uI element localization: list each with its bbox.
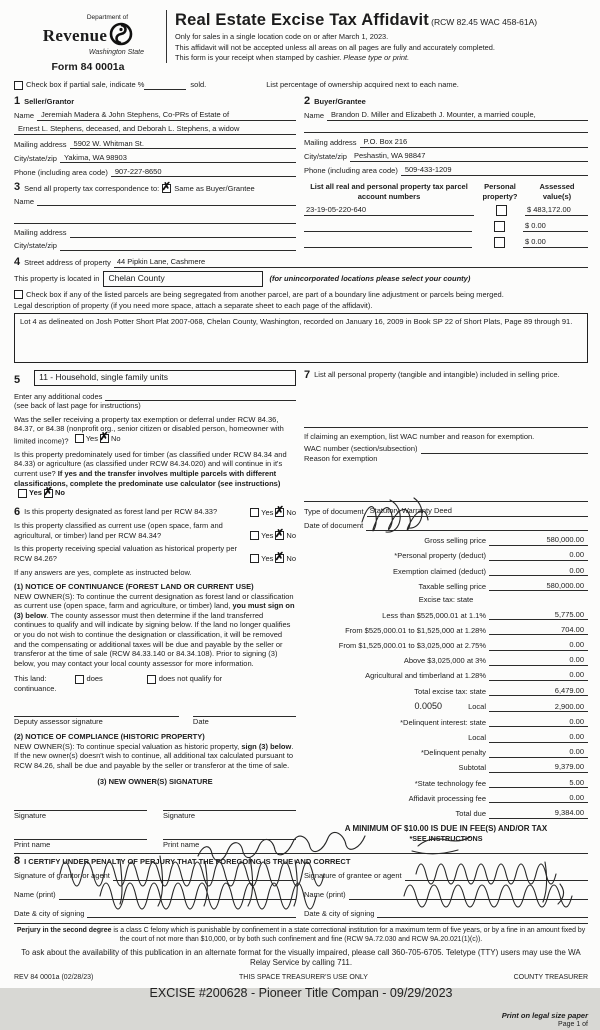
- exemption-no-checkbox[interactable]: ✗: [99, 431, 109, 444]
- new-owner-signature-field-1[interactable]: [14, 800, 147, 811]
- segregated-checkbox[interactable]: [14, 290, 23, 299]
- type-of-document-label: Type of document: [304, 507, 364, 517]
- grantee-name-print-field[interactable]: [349, 899, 588, 900]
- new-owner-signature-field-2[interactable]: [163, 800, 296, 811]
- new-owner-signature-title: (3) NEW OWNER(S) SIGNATURE: [97, 776, 213, 786]
- grantee-signature-label: Signature of grantee or agent: [304, 871, 402, 881]
- state-technology-fee-field[interactable]: 5.00: [489, 778, 588, 789]
- land-use-code-select[interactable]: 11 - Household, single family units: [34, 370, 296, 386]
- tier4-tax-field[interactable]: 0.00: [489, 655, 588, 666]
- section-6-number: 6: [14, 506, 21, 519]
- type-of-document-field[interactable]: Statutory Warranty Deed: [367, 506, 588, 517]
- personal-property-list-field[interactable]: [304, 381, 588, 415]
- grantee-date-city-field[interactable]: [377, 917, 588, 918]
- corr-city-label: City/state/zip: [14, 241, 57, 251]
- continuance-label: continuance.: [14, 684, 57, 694]
- additional-codes-label: Enter any additional codes: [14, 391, 103, 401]
- tier3-tax-field[interactable]: 0.00: [489, 640, 588, 651]
- wac-number-field[interactable]: [421, 453, 588, 454]
- section-2-buyer: [304, 96, 588, 177]
- assessed-value-col-header: Assessed value(s): [539, 182, 575, 201]
- parcel-table: [304, 182, 588, 250]
- reason-line[interactable]: [304, 491, 588, 502]
- personal-property-col-header: Personal property?: [482, 182, 518, 201]
- corr-name-field-2[interactable]: [14, 215, 296, 224]
- grantee-signature-field[interactable]: [405, 880, 588, 881]
- assessed-value-field-2[interactable]: $ 0.00: [523, 221, 588, 232]
- timber-no-checkbox[interactable]: ✗: [43, 485, 53, 498]
- parcel-number-field-3[interactable]: [304, 247, 472, 248]
- grantor-signature-field[interactable]: [113, 880, 296, 881]
- notice-continuance-body: NEW OWNER(S): To continue the current designation as forest land or classification as current use (open space, farm and agriculture, or timber) land, you must sign on (3) below. The county assessor must then determine if the land transferred continues to qualify and will indicate by signing below. If the land no longer qualifies or you do not wish to continue the designation or classification, it will be removed and the compensating or additional taxes will be due and payable by the seller or transferor at the time of sale (RCW 84.33.140 or 84.34.108). Prior to signing (3) below, you may contact your local county assessor for more information.: [14, 591, 295, 668]
- print-name-label: Print name: [14, 839, 51, 849]
- notice-continuance-title: (1) NOTICE OF CONTINUANCE (FOREST LAND OR CURRENT USE): [14, 582, 254, 592]
- ownership-percent-note: List percentage of ownership acquired next to each name.: [266, 80, 459, 90]
- tax-line-label: Gross selling price: [424, 536, 486, 546]
- print-legal-note: Print on legal size paper: [501, 1011, 588, 1021]
- land-qualify-row: This land: does does not qualify for: [14, 674, 223, 684]
- buyer-mailing-field[interactable]: P.O. Box 216: [360, 137, 588, 148]
- form-header: [14, 10, 588, 74]
- section-3-label: Send all property tax correspondence to:: [24, 183, 160, 193]
- taxable-selling-price-field[interactable]: 580,000.00: [489, 581, 588, 592]
- legal-description-field[interactable]: Lot 4 as delineated on Josh Potter Short Plat 2007-068, Chelan County, Washington, recorded on January 16, 2009 in Book SP 22 of Short Plats, Page 89 through 91.: [14, 313, 588, 363]
- excise-stamp: EXCISE #200628 - Pioneer Title Compan - 09/29/2023: [149, 986, 453, 1001]
- parcel-row: [304, 237, 588, 248]
- grantor-date-city-label: Date & city of signing: [14, 908, 85, 918]
- affidavit-processing-fee-field[interactable]: 0.00: [489, 793, 588, 804]
- partial-sale-suffix: sold.: [190, 80, 207, 90]
- deputy-assessor-label: Deputy assessor signature: [14, 716, 103, 726]
- notice-compliance-body: NEW OWNER(S): To continue special valuation as historic property, sign (3) below. If the new owner(s) doesn't wish to continue, all additional tax calculated pursuant to RCW 84.26, shall be due and payable by the seller or transferor at the time of sale.: [14, 741, 294, 770]
- perjury-notice: Perjury in the second degree is a class C felony which is punishable by confinement in a state correctional institution for a maximum term of five years, or by a fine in an amount fixed by the court of not more than $10,000, or by both such confinement and fine (RCW 9A.72.030 and RCW 9A.20.021(1)(c)).: [14, 923, 588, 945]
- form-title-rcw: (RCW 82.45 WAC 458-61A): [431, 17, 538, 27]
- gross-selling-price-field[interactable]: 580,000.00: [489, 535, 588, 546]
- does-not-qualify-checkbox[interactable]: [147, 675, 156, 684]
- total-due-field[interactable]: 9,384.00: [489, 808, 588, 819]
- header-note-3: This form is your receipt when stamped by cashier. Please type or print.: [175, 53, 410, 63]
- ag-timberland-tax-field[interactable]: 0.00: [489, 670, 588, 681]
- section-5-number: 5: [14, 373, 21, 386]
- located-in-label: This property is located in: [14, 273, 100, 283]
- personal-property-deduct-field[interactable]: 0.00: [489, 550, 588, 561]
- form-title: Real Estate Excise Tax Affidavit: [175, 11, 430, 29]
- buyer-city-label: City/state/zip: [304, 152, 347, 162]
- seller-phone-field[interactable]: 907-227-8650: [111, 167, 296, 178]
- washington-state-label: Washington State: [88, 48, 144, 56]
- historic-question: Is this property receiving special valuation as historical property per RCW 84.26?: [14, 544, 238, 563]
- notice-compliance-title: (2) NOTICE OF COMPLIANCE (HISTORIC PROPERTY): [14, 732, 205, 742]
- personal-property-line[interactable]: [304, 417, 588, 428]
- same-as-buyer-checkbox[interactable]: ✗: [161, 181, 171, 194]
- page-number: Page 1 of: [558, 1020, 588, 1028]
- county-note: (for unincorporated locations please select your county): [269, 273, 471, 283]
- header-note-1: Only for sales in a single location code on or after March 1, 2023.: [175, 32, 389, 42]
- dor-swirl-icon: [109, 22, 133, 49]
- excise-tax-state-header: Excise tax: state: [418, 595, 474, 605]
- minimum-due-note: A MINIMUM OF $10.00 IS DUE IN FEE(S) AND/OR TAX: [344, 823, 548, 833]
- section-3-correspondence: [14, 182, 304, 250]
- parcel-number-field-2[interactable]: [304, 231, 472, 232]
- seller-city-field[interactable]: Yakima, WA 98903: [60, 153, 296, 164]
- section-7: [304, 370, 588, 381]
- section-3-number: 3: [14, 181, 21, 194]
- reet-affidavit-form: Department of Revenue Washington State Form 84 0001a Real Estate Excise Tax Affidavit (RCW 82.45 WAC 458-61A) Only for sales in a single location code on or after March 1, 2023. This affidavit will not be accepted unless all areas on all pages are fully and accurately completed. This form is your receipt when stamped by cashier. Please type or print. Check box if partial sale, indicate % sold. List percentage of ownership acquired next to each name. 1 Seller/Grantor Name Jeremiah Madera & John Stephens, Co-PRs of Estate of Ernest L. Stephens, deceased, and Deborah L. Stephens, a widow Mailing address 5902 W. Whitman St. City/state/zip Yakima, WA 98903 Phone (including area code) 907-227-8650 2 Buyer/Grantee Name Brandon D. Miller and Elizabeth J. Mounter, a married couple, Mailing address P.O. Box 216 City/state/zip Peshastin, WA 98847 Phone (including area code) 509-433-1209 3 Send all property tax correspondence to: ✗ Same as Buyer/Grantee Name Mailing address City/state/zip List all real and personal property tax parcel account numbers Personal property? Assessed value(s) 23-19-05-220-640 $ 483,172.00 $ 0.00 $ 0.00 4 Street address of property 44 Pipkin Lane, Cashmere This property is located in Chelan County (for unincorporated locations please select your county) Check box if any of the listed parcels are being segregated from another parcel, are part of a boundary line adjustment or parcels being merged. Legal description of property (if you need more space, attach a separate sheet to each page of the affidavit). Lot 4 as delineated on Josh Potter Short Plat 2007-068, Chelan County, Washington, recorded on January 16, 2009 in Book SP 22 of Short Plats, Page 89 through 91. 5 11 - Household, single family units Enter any additional codes (see back of last page for instructions) Was the seller receiving a property tax exemption or deferral under RCW 84.36, 84.37, or 84.38 (nonprofit org., senior citizen or disabled person, homeowner with limited income)? Yes ✗ No Is this property predominately used for timber (as classified under RCW 84.34 and 84.33) or agriculture (as classified under RCW 84.34.020) and will continue in it's current use? If yes and the transfer involves multiple parcels with different classifications, complete the predominate use calculator (see instructions) Yes ✗ No 6 Is this property designated as forest land per RCW 84.33? Yes ✗ No Is this property classified as current use (open space, farm and agricultural, or timber) land per RCW 84.34? Yes ✗ No Is this property receiving special valuation as historical property per RCW 84.26? Yes ✗ No If any answers are yes, complete as instructed below. (1) NOTICE OF CONTINUANCE (FOREST LAND OR CURRENT USE) NEW OWNER(S): To continue the current designation as forest land or classification as current use (open space, farm and agriculture, or timber) land, you must sign on (3) below. The county assessor must then determine if the land transferred continues to qualify and will indicate by signing below. If the land no longer qualifies or you do not wish to continue the designation or classification, it will be removed and the compensating or additional taxes will be due and payable by the seller or transferor at the time of sale (RCW 84.33.140 or 84.34.108). Prior to signing (3) below, you may contact your local county assessor for more information. This land: does does not qualify for continuance. Deputy assessor signature Date (2) NOTICE OF COMPLIANCE (HISTORIC PROPERTY) NEW OWNER(S): To continue special valuation as historic property, sign (3) below. If the new owner(s) doesn't wish to continue, all additional tax calculated pursuant to RCW 84.26, shall be due and payable by the seller or transferor at the time of sale. (3) NEW OWNER(S) SIGNATURE Signature Signature Print name Print name 7 List all personal property (tangible and intangible) included in selling price. If claiming an exemption, list WAC number and reason for exemption. WAC number (section/subsection) Reason for exemption Type of document Statutory Warranty Deed Date of document Gross selling price 580,000.00 *Personal property (deduct) 0.00 Exemption claimed (deduct) 0.00 Taxable selling price 580,000.00 Excise tax: state Less than $525,000.01 at 1.1% 5,775.00 From $525,000.01 to $1,525,000 at 1.28% 704.00 From $1,525,000.01 to $3,025,000 at 2.75% 0.00 Above $3,025,000 at 3% 0.00 Agricultural and timberland at 1.28% 0.00 Total excise tax: state 6,479.00 0.0050 Local 2,900.00 *Delinquent interest: state 0.00 Local 0.00 *Delinquent penalty 0.00 Subtotal 9,379.00 *State technology fee 5.00 Affidavit processing fee 0.00 Total due 9,384.00 A MINIMUM OF $10.00 IS DUE IN FEE(S) AND/OR TAX *SEE INSTRUCTIONS 8 I CERTIFY UNDER PENALTY OF PERJURY THAT THE FOREGOING IS TRUE AND CORRECT Signature of grantor or agent Name (print) Date & city of signing Signature of grantee or agent Name (print) Date & city of signing Perjury in the second degree is a class C felony which is punishable by confinement in a state correctional institution for a maximum term of five years, or by a fine in an amount fixed by the court of not more than $10,000, or by both such confinement and fine (RCW 9A.72.030 and RCW 9A.20.021(1)(c)). To ask about the availability of this publication in an alternate format for the visually impaired, please call 360-705-6705. Teletype (TTY) users may use the WA Relay Service by calling 711. REV 84 0001a (02/28/23) THIS SPACE TREASURER'S USE ONLY COUNTY TREASURER EXCISE #200628 - Pioneer Title Compan - 09/29/2023 Print on legal size paper Page 1 of: [0, 0, 600, 988]
- does-qualify-checkbox[interactable]: [75, 675, 84, 684]
- county-select[interactable]: Chelan County: [103, 271, 263, 287]
- corr-mailing-label: Mailing address: [14, 227, 67, 237]
- buyer-mailing-label: Mailing address: [304, 137, 357, 147]
- forest-land-question: Is this property designated as forest land per RCW 84.33?: [24, 507, 218, 517]
- tier2-tax-field[interactable]: 704.00: [489, 625, 588, 636]
- grantor-name-print-field[interactable]: [59, 899, 296, 900]
- timber-question: Is this property predominately used for timber (as classified under RCW 84.34 and 84.33) or agriculture (as classified under RCW 84.34.020) and will continue in it's current use? If yes and the transfer involves multiple parcels with different classifications, complete the predominate use calculator (see instructions) Yes ✗ No: [14, 449, 287, 498]
- subtotal-field[interactable]: 9,379.00: [489, 762, 588, 773]
- buyer-phone-field[interactable]: 509-433-1209: [401, 165, 588, 176]
- assessed-value-field-1[interactable]: $ 483,172.00: [525, 205, 588, 216]
- timber-yes-checkbox[interactable]: [18, 489, 27, 498]
- grantee-date-city-label: Date & city of signing: [304, 908, 375, 918]
- section-7-number: 7: [304, 368, 311, 381]
- section-2-title: Buyer/Grantee: [314, 96, 366, 106]
- header-note-2: This affidavit will not be accepted unless all areas on all pages are fully and accurately completed.: [175, 42, 495, 52]
- signature-label: Signature: [14, 811, 47, 821]
- same-as-buyer-label: Same as Buyer/Grantee: [174, 183, 255, 193]
- county-treasurer-label: COUNTY TREASURER: [513, 974, 588, 982]
- seller-mailing-field[interactable]: 5902 W. Whitman St.: [70, 139, 296, 150]
- grantor-name-print-label: Name (print): [14, 889, 56, 899]
- grantor-signature-label: Signature of grantor or agent: [14, 871, 110, 881]
- delinquent-penalty-field[interactable]: 0.00: [489, 747, 588, 758]
- partial-sale-label: Check box if partial sale, indicate %: [26, 80, 145, 90]
- deputy-date-label: Date: [192, 716, 209, 726]
- street-address-field[interactable]: 44 Pipkin Lane, Cashmere: [114, 257, 588, 268]
- date-of-document-label: Date of document: [304, 521, 364, 531]
- partial-sale-checkbox[interactable]: [14, 81, 23, 90]
- section-4-property: [14, 257, 588, 363]
- exemption-claimed-field[interactable]: 0.00: [489, 566, 588, 577]
- section-1-number: 1: [14, 94, 21, 107]
- partial-sale-percent-field[interactable]: [144, 89, 186, 90]
- buyer-name-field[interactable]: Brandon D. Miller and Elizabeth J. Mounter, a married couple,: [327, 110, 588, 121]
- grantee-name-print-label: Name (print): [304, 889, 346, 899]
- seller-name-field-2[interactable]: Ernest L. Stephens, deceased, and Deborah L. Stephens, a widow: [14, 124, 296, 135]
- section-2-number: 2: [304, 94, 311, 107]
- total-excise-state-field[interactable]: 6,479.00: [489, 686, 588, 697]
- historic-yes-checkbox[interactable]: [250, 554, 259, 563]
- dor-logo-block: [14, 10, 162, 74]
- accessibility-notice: To ask about the availability of this publication in an alternate format for the visually impaired, please call 360-705-6705. Teletype (TTY) users may use the WA Relay Service by calling 711.: [21, 947, 581, 968]
- grantor-date-city-field[interactable]: [87, 917, 296, 918]
- current-use-no-checkbox[interactable]: ✗: [274, 528, 285, 540]
- treasurer-space-label: THIS SPACE TREASURER'S USE ONLY: [239, 974, 368, 982]
- exemption-question: Was the seller receiving a property tax exemption or deferral under RCW 84.36, 84.37, or 84.38 (nonprofit org., senior citizen or disabled person, homeowner with limited income)? Yes ✗ No: [14, 414, 284, 446]
- forest-yes-checkbox[interactable]: [250, 508, 259, 517]
- corr-name-label: Name: [14, 196, 35, 206]
- personal-property-checkbox-2[interactable]: [494, 221, 505, 232]
- revenue-wordmark: Revenue: [42, 25, 108, 45]
- see-instructions-note: *SEE INSTRUCTIONS: [409, 833, 483, 843]
- footer-row: [14, 974, 588, 983]
- historic-no-checkbox[interactable]: ✗: [274, 551, 285, 564]
- street-address-label: Street address of property: [24, 258, 111, 268]
- form-number: Form 84 0001a: [51, 60, 125, 73]
- section-8-certify: [14, 853, 588, 918]
- personal-property-list-label: List all personal property (tangible and intangible) included in selling price.: [314, 369, 560, 379]
- reason-exemption-label: Reason for exemption: [304, 453, 378, 463]
- buyer-city-field[interactable]: Peshastin, WA 98847: [350, 151, 588, 162]
- forest-no-checkbox[interactable]: ✗: [274, 505, 285, 518]
- segregated-note: Check box if any of the listed parcels are being segregated from another parcel, are part of a boundary line adjustment or parcels being merged.: [26, 289, 504, 299]
- section-8-number: 8: [14, 855, 21, 868]
- new-owner-print-field-1[interactable]: [14, 829, 147, 840]
- seller-phone-label: Phone (including area code): [14, 167, 108, 177]
- section-1-title: Seller/Grantor: [24, 96, 75, 106]
- seller-name-label: Name: [14, 111, 35, 121]
- tier1-tax-field[interactable]: 5,775.00: [489, 610, 588, 621]
- section-6: 6 Is this property designated as forest land per RCW 84.33? Yes ✗ No Is this property classified as current use (open space, farm and agricultural, or timber) land per RCW 84.34? Yes ✗ No Is this property receiving special valuation as historical property per RCW 84.26? Yes ✗ No If any answers are yes, complete as instructed below. (1) NOTICE OF CONTINUANCE (FOREST LAND OR CURRENT USE) NEW OWNER(S): To continue the current designation as forest land or classification as current use (open space, farm and agriculture, or timber) land, you must sign on (3) below. The county assessor must then determine if the land transferred continues to qualify and will indicate by signing below. If the land no longer qualifies or you do not wish to continue the designation or classification, it will be removed and the compensating or additional taxes will be due and payable by the seller or transferor at the time of sale (RCW 84.33.140 or 84.34.108). Prior to signing (3) below, you may contact your local county assessor for more information. This land: does does not qualify for continuance. Deputy assessor signature Date (2) NOTICE OF COMPLIANCE (HISTORIC PROPERTY) NEW OWNER(S): To continue special valuation as historic property, sign (3) below. If the new owner(s) doesn't wish to continue, all additional tax calculated pursuant to RCW 84.26, shall be due and payable by the seller or transferor at the time of sale. (3) NEW OWNER(S) SIGNATURE Signature Signature Print name Print name: [14, 505, 296, 849]
- corr-city-field[interactable]: [60, 242, 296, 251]
- delinquent-interest-state-field[interactable]: 0.00: [489, 717, 588, 728]
- date-of-document-field[interactable]: [366, 530, 588, 531]
- local-rate: 0.0050: [414, 700, 443, 711]
- certify-statement: I CERTIFY UNDER PENALTY OF PERJURY THAT THE FOREGOING IS TRUE AND CORRECT: [24, 857, 351, 867]
- print-name-label: Print name: [163, 839, 200, 849]
- buyer-name-field-2[interactable]: [304, 124, 588, 133]
- current-use-question: Is this property classified as current use (open space, farm and agricultural, or timber) land per RCW 84.34?: [14, 521, 223, 540]
- seller-mailing-label: Mailing address: [14, 139, 67, 149]
- exemption-claim-note: If claiming an exemption, list WAC number and reason for exemption.: [304, 431, 535, 441]
- seller-name-field[interactable]: Jeremiah Madera & John Stephens, Co-PRs of Estate of: [37, 110, 296, 121]
- new-owner-print-field-2[interactable]: [163, 829, 296, 840]
- section-1-seller: [14, 96, 304, 177]
- signature-label: Signature: [163, 811, 196, 821]
- personal-property-checkbox-3[interactable]: [494, 237, 505, 248]
- parcel-row: [304, 205, 588, 216]
- buyer-phone-label: Phone (including area code): [304, 166, 398, 176]
- buyer-name-label: Name: [304, 111, 325, 121]
- local-tax-field[interactable]: 2,900.00: [489, 702, 588, 713]
- parcel-col-header: List all real and personal property tax parcel account numbers: [310, 182, 468, 201]
- corr-mailing-field[interactable]: [70, 229, 296, 238]
- parcel-number-field[interactable]: 23-19-05-220-640: [304, 205, 474, 216]
- current-use-yes-checkbox[interactable]: [250, 531, 259, 540]
- partial-sale-row: [14, 80, 588, 90]
- corr-name-field[interactable]: [37, 197, 296, 206]
- wac-number-label: WAC number (section/subsection): [304, 444, 418, 454]
- section-5-row: [14, 370, 296, 386]
- assessed-value-field-3[interactable]: $ 0.00: [523, 237, 588, 248]
- additional-codes-note: (see back of last page for instructions): [14, 401, 141, 411]
- deputy-assessor-signature-field[interactable]: [14, 706, 179, 717]
- deputy-date-field[interactable]: [193, 706, 296, 717]
- this-land-label: This land:: [14, 674, 47, 684]
- legal-description-label: Legal description of property (if you need more space, attach a separate sheet to each page of the affidavit).: [14, 301, 373, 311]
- parcel-row: [304, 221, 588, 232]
- personal-property-checkbox-1[interactable]: [496, 205, 507, 216]
- seller-city-label: City/state/zip: [14, 153, 57, 163]
- dept-of-label: Department of: [86, 14, 128, 21]
- section-4-number: 4: [14, 255, 21, 268]
- delinquent-interest-local-field[interactable]: 0.00: [489, 732, 588, 743]
- exemption-yes-checkbox[interactable]: [75, 434, 84, 443]
- answers-yes-note: If any answers are yes, complete as instructed below.: [14, 568, 192, 578]
- rev-number: REV 84 0001a (02/28/23): [14, 974, 94, 982]
